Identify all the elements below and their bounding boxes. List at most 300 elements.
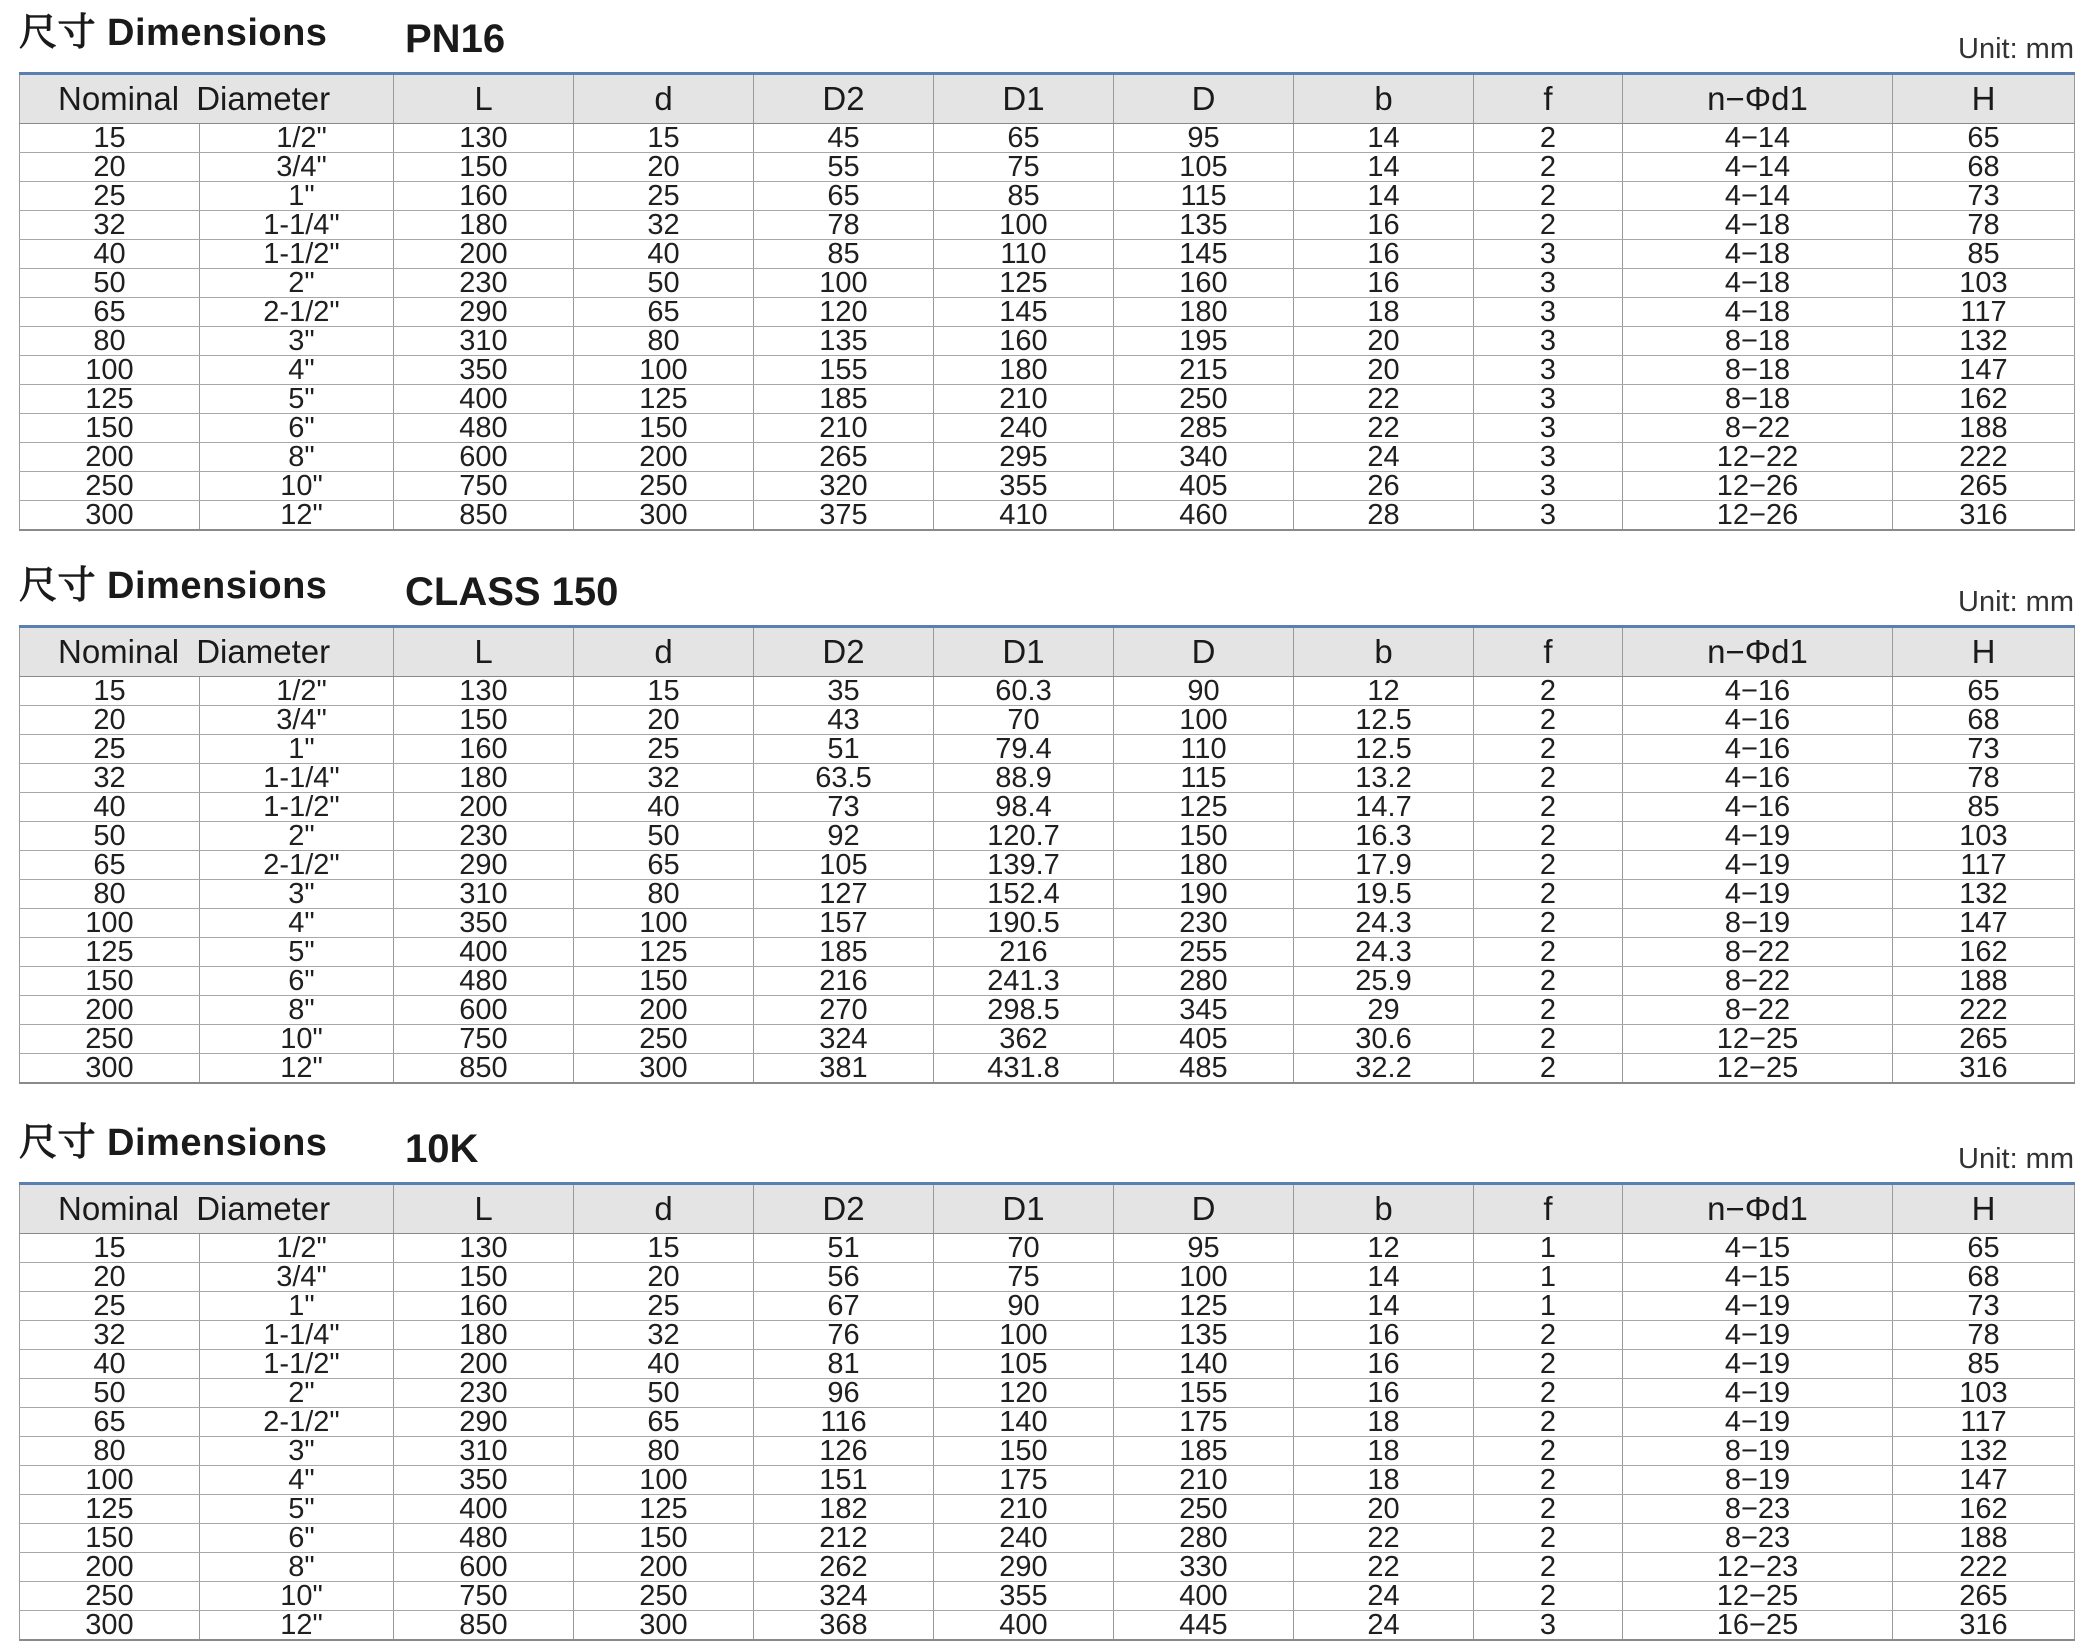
cell-nominal-inch: 12" [200, 1054, 394, 1084]
cell-f: 2 [1474, 1495, 1623, 1524]
cell-nominal-inch: 2" [200, 822, 394, 851]
cell-H: 265 [1893, 1025, 2075, 1054]
cell-nominal-inch: 10" [200, 1025, 394, 1054]
cell-b: 32.2 [1294, 1054, 1474, 1084]
cell-f: 2 [1474, 182, 1623, 211]
cell-D1: 110 [934, 240, 1114, 269]
cell-b: 29 [1294, 996, 1474, 1025]
cell-nominal-mm: 15 [20, 677, 200, 706]
cell-D: 125 [1114, 793, 1294, 822]
cell-D1: 241.3 [934, 967, 1114, 996]
cell-b: 14.7 [1294, 793, 1474, 822]
table-row [20, 735, 2075, 764]
cell-L: 130 [394, 1234, 574, 1263]
cell-nominal-inch: 1-1/4" [200, 764, 394, 793]
cell-L: 850 [394, 1054, 574, 1084]
cell-n-phi-d1: 8−19 [1623, 1437, 1893, 1466]
cell-D: 405 [1114, 472, 1294, 501]
cell-D: 195 [1114, 327, 1294, 356]
table-row [20, 1350, 2075, 1379]
cell-H: 73 [1893, 735, 2075, 764]
cell-b: 18 [1294, 1466, 1474, 1495]
cell-D: 105 [1114, 153, 1294, 182]
cell-D: 125 [1114, 1292, 1294, 1321]
cell-d: 40 [574, 1350, 754, 1379]
cell-D: 445 [1114, 1611, 1294, 1641]
cell-d: 25 [574, 735, 754, 764]
cell-L: 180 [394, 1321, 574, 1350]
cell-f: 2 [1474, 793, 1623, 822]
cell-D2: 120 [754, 298, 934, 327]
cell-D: 280 [1114, 967, 1294, 996]
cell-D2: 96 [754, 1379, 934, 1408]
cell-D1: 160 [934, 327, 1114, 356]
cell-H: 117 [1893, 298, 2075, 327]
table-row [20, 1553, 2075, 1582]
cell-n-phi-d1: 4−19 [1623, 1321, 1893, 1350]
cell-n-phi-d1: 4−18 [1623, 211, 1893, 240]
cell-D1: 75 [934, 1263, 1114, 1292]
cell-f: 2 [1474, 1466, 1623, 1495]
cell-d: 300 [574, 1611, 754, 1641]
table-row [20, 1234, 2075, 1263]
cell-L: 480 [394, 1524, 574, 1553]
cell-b: 12 [1294, 1234, 1474, 1263]
cell-nominal-mm: 100 [20, 1466, 200, 1495]
cell-D: 255 [1114, 938, 1294, 967]
cell-D1: 152.4 [934, 880, 1114, 909]
section-standard: PN16 [405, 17, 506, 61]
cell-nominal-mm: 125 [20, 938, 200, 967]
cell-d: 15 [574, 1234, 754, 1263]
cell-nominal-inch: 5" [200, 385, 394, 414]
cell-n-phi-d1: 8−19 [1623, 1466, 1893, 1495]
cell-D: 175 [1114, 1408, 1294, 1437]
cell-n-phi-d1: 4−18 [1623, 298, 1893, 327]
cell-nominal-inch: 8" [200, 1553, 394, 1582]
cell-n-phi-d1: 8−18 [1623, 356, 1893, 385]
cell-L: 130 [394, 677, 574, 706]
cell-D: 100 [1114, 706, 1294, 735]
table-row [20, 938, 2075, 967]
cell-n-phi-d1: 4−16 [1623, 735, 1893, 764]
cell-D1: 70 [934, 1234, 1114, 1263]
cell-f: 2 [1474, 1524, 1623, 1553]
cell-f: 3 [1474, 1611, 1623, 1641]
cell-D: 345 [1114, 996, 1294, 1025]
cell-L: 150 [394, 706, 574, 735]
cell-n-phi-d1: 4−16 [1623, 793, 1893, 822]
cell-f: 1 [1474, 1292, 1623, 1321]
cell-d: 32 [574, 1321, 754, 1350]
cell-f: 3 [1474, 472, 1623, 501]
cell-D2: 35 [754, 677, 934, 706]
cell-b: 28 [1294, 501, 1474, 531]
cell-nominal-inch: 3/4" [200, 153, 394, 182]
cell-nominal-inch: 1-1/4" [200, 211, 394, 240]
cell-d: 250 [574, 472, 754, 501]
cell-b: 16.3 [1294, 822, 1474, 851]
cell-D: 145 [1114, 240, 1294, 269]
cell-L: 750 [394, 472, 574, 501]
col-header-nominal-diameter: Nominal Diameter [20, 627, 394, 677]
cell-b: 24 [1294, 1582, 1474, 1611]
cell-L: 310 [394, 1437, 574, 1466]
table-row [20, 909, 2075, 938]
cell-D2: 81 [754, 1350, 934, 1379]
cell-D1: 355 [934, 472, 1114, 501]
cell-L: 200 [394, 240, 574, 269]
cell-b: 16 [1294, 269, 1474, 298]
cell-D1: 400 [934, 1611, 1114, 1641]
cell-d: 150 [574, 414, 754, 443]
cell-D1: 355 [934, 1582, 1114, 1611]
cell-b: 18 [1294, 298, 1474, 327]
cell-d: 100 [574, 909, 754, 938]
section-header [19, 0, 2074, 72]
cell-D: 155 [1114, 1379, 1294, 1408]
cell-H: 78 [1893, 764, 2075, 793]
cell-nominal-mm: 300 [20, 1611, 200, 1641]
table-row [20, 1466, 2075, 1495]
cell-D2: 324 [754, 1582, 934, 1611]
cell-n-phi-d1: 4−19 [1623, 851, 1893, 880]
cell-H: 68 [1893, 1263, 2075, 1292]
cell-nominal-mm: 25 [20, 735, 200, 764]
table-row [20, 1321, 2075, 1350]
table-row [20, 124, 2075, 153]
cell-nominal-mm: 100 [20, 356, 200, 385]
cell-nominal-inch: 1/2" [200, 124, 394, 153]
cell-nominal-mm: 80 [20, 327, 200, 356]
cell-nominal-mm: 32 [20, 211, 200, 240]
cell-D1: 60.3 [934, 677, 1114, 706]
cell-D1: 431.8 [934, 1054, 1114, 1084]
cell-L: 180 [394, 211, 574, 240]
table-row [20, 356, 2075, 385]
cell-D1: 140 [934, 1408, 1114, 1437]
cell-f: 2 [1474, 996, 1623, 1025]
cell-L: 400 [394, 938, 574, 967]
cell-L: 200 [394, 793, 574, 822]
cell-D: 95 [1114, 124, 1294, 153]
cell-nominal-inch: 3" [200, 1437, 394, 1466]
cell-f: 3 [1474, 327, 1623, 356]
cell-d: 50 [574, 1379, 754, 1408]
cell-f: 3 [1474, 414, 1623, 443]
cell-D2: 116 [754, 1408, 934, 1437]
cell-nominal-mm: 20 [20, 706, 200, 735]
cell-d: 100 [574, 356, 754, 385]
cell-nominal-mm: 20 [20, 153, 200, 182]
cell-H: 316 [1893, 1054, 2075, 1084]
table-row [20, 1437, 2075, 1466]
cell-n-phi-d1: 12−26 [1623, 501, 1893, 531]
cell-nominal-inch: 5" [200, 1495, 394, 1524]
cell-L: 200 [394, 1350, 574, 1379]
cell-d: 80 [574, 327, 754, 356]
cell-D: 90 [1114, 677, 1294, 706]
cell-D2: 151 [754, 1466, 934, 1495]
cell-L: 850 [394, 1611, 574, 1641]
col-header-d: d [574, 1184, 754, 1234]
cell-H: 85 [1893, 240, 2075, 269]
cell-D1: 98.4 [934, 793, 1114, 822]
cell-D1: 125 [934, 269, 1114, 298]
cell-H: 222 [1893, 443, 2075, 472]
cell-nominal-inch: 2-1/2" [200, 851, 394, 880]
cell-nominal-mm: 50 [20, 269, 200, 298]
cell-d: 150 [574, 1524, 754, 1553]
cell-d: 250 [574, 1582, 754, 1611]
table-row [20, 1054, 2075, 1084]
unit-label: Unit: mm [1958, 1143, 2074, 1175]
cell-b: 25.9 [1294, 967, 1474, 996]
cell-D: 340 [1114, 443, 1294, 472]
cell-D: 285 [1114, 414, 1294, 443]
col-header-b: b [1294, 74, 1474, 124]
cell-D1: 240 [934, 1524, 1114, 1553]
cell-H: 78 [1893, 211, 2075, 240]
table-row [20, 706, 2075, 735]
cell-d: 65 [574, 298, 754, 327]
cell-D2: 105 [754, 851, 934, 880]
section-header [19, 553, 2074, 625]
cell-D: 405 [1114, 1025, 1294, 1054]
cell-D2: 92 [754, 822, 934, 851]
section-pn16 [19, 0, 2074, 531]
cell-nominal-mm: 32 [20, 1321, 200, 1350]
table-row [20, 1263, 2075, 1292]
cell-f: 2 [1474, 1582, 1623, 1611]
col-header-f: f [1474, 1184, 1623, 1234]
cell-d: 32 [574, 764, 754, 793]
cell-b: 26 [1294, 472, 1474, 501]
cell-D: 485 [1114, 1054, 1294, 1084]
col-header-b: b [1294, 627, 1474, 677]
cell-nominal-inch: 1-1/4" [200, 1321, 394, 1350]
cell-D: 135 [1114, 211, 1294, 240]
cell-d: 125 [574, 385, 754, 414]
cell-D2: 78 [754, 211, 934, 240]
cell-H: 68 [1893, 153, 2075, 182]
cell-D: 160 [1114, 269, 1294, 298]
cell-nominal-inch: 4" [200, 356, 394, 385]
cell-L: 600 [394, 443, 574, 472]
cell-nominal-mm: 250 [20, 472, 200, 501]
cell-D2: 185 [754, 938, 934, 967]
cell-D: 95 [1114, 1234, 1294, 1263]
section-title: 尺寸 Dimensions [19, 1122, 328, 1164]
cell-H: 265 [1893, 472, 2075, 501]
col-header-L: L [394, 1184, 574, 1234]
table-row [20, 1379, 2075, 1408]
cell-L: 150 [394, 153, 574, 182]
table-row [20, 501, 2075, 531]
cell-n-phi-d1: 12−26 [1623, 472, 1893, 501]
cell-f: 2 [1474, 967, 1623, 996]
cell-D2: 270 [754, 996, 934, 1025]
cell-nominal-inch: 1-1/2" [200, 1350, 394, 1379]
cell-D1: 65 [934, 124, 1114, 153]
cell-D1: 100 [934, 1321, 1114, 1350]
cell-H: 117 [1893, 851, 2075, 880]
cell-n-phi-d1: 4−19 [1623, 822, 1893, 851]
cell-nominal-inch: 2-1/2" [200, 1408, 394, 1437]
cell-H: 162 [1893, 938, 2075, 967]
cell-n-phi-d1: 4−15 [1623, 1263, 1893, 1292]
cell-L: 400 [394, 385, 574, 414]
cell-f: 3 [1474, 385, 1623, 414]
cell-nominal-mm: 150 [20, 1524, 200, 1553]
cell-n-phi-d1: 4−18 [1623, 269, 1893, 298]
cell-nominal-inch: 10" [200, 472, 394, 501]
cell-H: 132 [1893, 1437, 2075, 1466]
cell-H: 117 [1893, 1408, 2075, 1437]
dimensions-table [19, 72, 2075, 531]
cell-d: 300 [574, 1054, 754, 1084]
cell-H: 132 [1893, 327, 2075, 356]
cell-d: 200 [574, 1553, 754, 1582]
cell-f: 2 [1474, 124, 1623, 153]
cell-L: 160 [394, 735, 574, 764]
cell-d: 32 [574, 211, 754, 240]
cell-d: 15 [574, 124, 754, 153]
cell-H: 73 [1893, 182, 2075, 211]
cell-D2: 368 [754, 1611, 934, 1641]
cell-L: 160 [394, 1292, 574, 1321]
cell-H: 316 [1893, 1611, 2075, 1641]
cell-D: 330 [1114, 1553, 1294, 1582]
cell-nominal-inch: 1" [200, 1292, 394, 1321]
cell-L: 400 [394, 1495, 574, 1524]
cell-D1: 70 [934, 706, 1114, 735]
cell-n-phi-d1: 8−22 [1623, 414, 1893, 443]
cell-H: 68 [1893, 706, 2075, 735]
cell-H: 147 [1893, 356, 2075, 385]
cell-b: 16 [1294, 240, 1474, 269]
cell-n-phi-d1: 8−22 [1623, 996, 1893, 1025]
cell-nominal-inch: 1-1/2" [200, 240, 394, 269]
cell-n-phi-d1: 4−16 [1623, 764, 1893, 793]
cell-n-phi-d1: 12−22 [1623, 443, 1893, 472]
cell-D2: 127 [754, 880, 934, 909]
cell-f: 1 [1474, 1263, 1623, 1292]
cell-f: 3 [1474, 240, 1623, 269]
table-header-row [20, 74, 2075, 124]
cell-n-phi-d1: 4−14 [1623, 182, 1893, 211]
table-row [20, 1408, 2075, 1437]
cell-f: 2 [1474, 1379, 1623, 1408]
cell-L: 180 [394, 764, 574, 793]
cell-nominal-mm: 40 [20, 1350, 200, 1379]
cell-D2: 51 [754, 735, 934, 764]
cell-nominal-inch: 1" [200, 735, 394, 764]
cell-D1: 210 [934, 1495, 1114, 1524]
cell-D2: 76 [754, 1321, 934, 1350]
cell-D: 250 [1114, 1495, 1294, 1524]
cell-H: 188 [1893, 967, 2075, 996]
cell-D2: 85 [754, 240, 934, 269]
cell-D2: 381 [754, 1054, 934, 1084]
col-header-d: d [574, 627, 754, 677]
cell-D2: 56 [754, 1263, 934, 1292]
cell-nominal-mm: 25 [20, 182, 200, 211]
cell-D1: 410 [934, 501, 1114, 531]
cell-b: 24 [1294, 443, 1474, 472]
cell-D1: 88.9 [934, 764, 1114, 793]
cell-n-phi-d1: 4−19 [1623, 1292, 1893, 1321]
cell-D1: 216 [934, 938, 1114, 967]
cell-b: 17.9 [1294, 851, 1474, 880]
table-row [20, 443, 2075, 472]
cell-D2: 216 [754, 967, 934, 996]
col-header-H: H [1893, 1184, 2075, 1234]
cell-b: 20 [1294, 356, 1474, 385]
cell-H: 65 [1893, 677, 2075, 706]
cell-nominal-mm: 15 [20, 1234, 200, 1263]
cell-L: 850 [394, 501, 574, 531]
cell-n-phi-d1: 4−15 [1623, 1234, 1893, 1263]
col-header-D: D [1114, 627, 1294, 677]
table-row [20, 880, 2075, 909]
cell-nominal-mm: 250 [20, 1025, 200, 1054]
cell-D1: 120 [934, 1379, 1114, 1408]
cell-f: 2 [1474, 764, 1623, 793]
cell-n-phi-d1: 4−18 [1623, 240, 1893, 269]
cell-b: 12.5 [1294, 735, 1474, 764]
cell-nominal-mm: 125 [20, 385, 200, 414]
cell-H: 103 [1893, 822, 2075, 851]
cell-nominal-mm: 200 [20, 1553, 200, 1582]
cell-nominal-mm: 300 [20, 501, 200, 531]
cell-b: 14 [1294, 1292, 1474, 1321]
col-header-nominal-diameter: Nominal Diameter [20, 74, 394, 124]
cell-b: 14 [1294, 182, 1474, 211]
cell-D: 115 [1114, 764, 1294, 793]
cell-L: 750 [394, 1025, 574, 1054]
cell-D1: 100 [934, 211, 1114, 240]
cell-nominal-inch: 4" [200, 1466, 394, 1495]
cell-D2: 182 [754, 1495, 934, 1524]
cell-L: 230 [394, 1379, 574, 1408]
section-standard: 10K [405, 1127, 479, 1171]
cell-L: 290 [394, 298, 574, 327]
cell-D2: 45 [754, 124, 934, 153]
cell-D2: 375 [754, 501, 934, 531]
cell-D2: 67 [754, 1292, 934, 1321]
col-header-D2: D2 [754, 627, 934, 677]
cell-b: 20 [1294, 1495, 1474, 1524]
cell-D: 185 [1114, 1437, 1294, 1466]
cell-n-phi-d1: 8−22 [1623, 967, 1893, 996]
cell-d: 125 [574, 938, 754, 967]
cell-n-phi-d1: 4−14 [1623, 124, 1893, 153]
cell-f: 3 [1474, 298, 1623, 327]
cell-H: 103 [1893, 269, 2075, 298]
table-row [20, 822, 2075, 851]
cell-d: 150 [574, 967, 754, 996]
cell-nominal-inch: 4" [200, 909, 394, 938]
cell-nominal-mm: 20 [20, 1263, 200, 1292]
cell-nominal-mm: 50 [20, 822, 200, 851]
cell-D2: 126 [754, 1437, 934, 1466]
table-row [20, 182, 2075, 211]
cell-b: 16 [1294, 1321, 1474, 1350]
cell-b: 16 [1294, 1379, 1474, 1408]
cell-f: 2 [1474, 880, 1623, 909]
cell-d: 200 [574, 443, 754, 472]
